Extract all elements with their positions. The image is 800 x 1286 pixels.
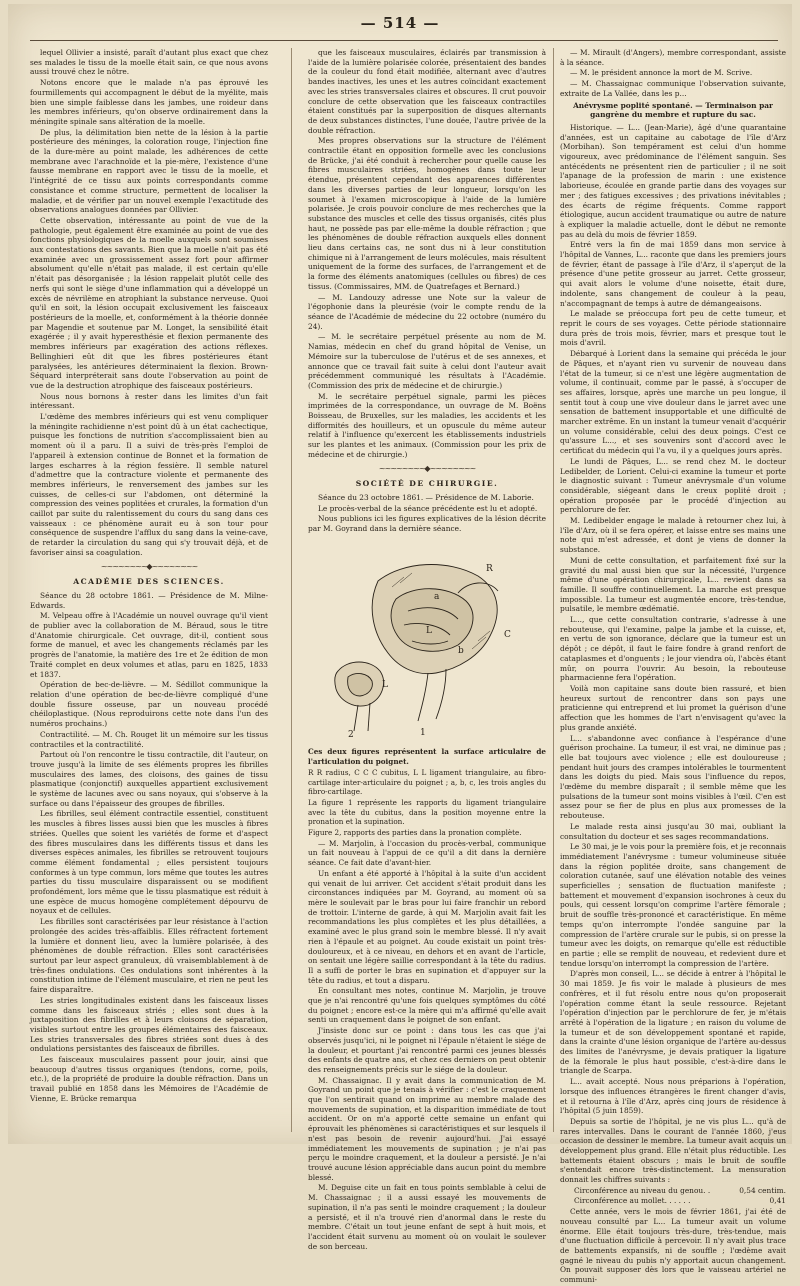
measurement-row (560, 1186, 786, 1196)
session-line: Séance du 28 octobre 1861. — Présidence de M. Milne-Edwards. (30, 590, 268, 610)
paragraph: — M. le président annonce la mort de M. Scrive. (570, 68, 753, 78)
journal-page (8, 4, 792, 1285)
paragraph: Le procès-verbal de la séance précédente est lu et adopté. (318, 503, 538, 513)
paragraph: — M. Landouzy adresse une Note sur la valeur de l'égophonie dans la pleurésie (voir le compte rendu de la séance de l'Académie de médecine du 22 octobre (numéro du 24). (308, 292, 546, 331)
figure-caption: La figure 1 représente les rapports du ligament triangulaire avec la tête du cubitus, dans la position moyenne entre la pronation et la supination. (308, 797, 546, 827)
paragraph: Le malade se préoccupa fort peu de cette tumeur, et reprit le cours de ses voyages. Cette période stationnaire dura près de trois mois, février, mars et presque tout le mois d'avril. (560, 309, 786, 348)
paragraph: — M. Chassaignac communique l'observation suivante, extraite de La Vallée, dans les p... (560, 79, 786, 98)
paragraph: Un enfant a été apporté à l'hôpital à la suite d'un accident qui venait de lui arriver. Cet accident s'était produit dans les circonstances indiquées par M. Goyrand, au moment où sa mère le soulevait par le bras pour lui faire franchir un rebord de trottoir. L'interne de garde, à qui M. Marjolin avait fait les recommandations les plus complètes et les plus détaillées, a examiné avec le plus grand soin le membre blessé. Il n'y avait rien à l'épaule et au poignet. Au coude existait un point très-douloureux, et à ce niveau, en dehors et en avant de l'article, on sentait une légère saillie correspondant à la tête du radius. Il a suffi de porter le bras en supination et d'appuyer sur la tête du radius, et tout a disparu. (308, 868, 546, 985)
paragraph: Opération de bec-de-lièvre. — M. Sédillot communique la relation d'une opération de bec-de-lièvre compliqué d'une double fissure osseuse, par un nouveau procédé chéiloplastique. (Nous reproduirons cette note dans l'un des numéros prochains.) (30, 680, 268, 729)
paragraph: L'œdème des membres inférieurs qui est venu compliquer la méningite rachidienne n'est point dû à un état cachectique, puisque les fonctions de nutrition s'accomplissaient bien au moment où il a paru. Il a suivi de très-près l'emploi de l'appareil à extension continue de Bonnet et la formation de larges escharres à la région fessière. Il semble naturel d'admettre que la contracture violente et permanente des membres inférieurs, le renversement des jambes sur les cuisses, de celles-ci sur l'abdomen, ont déterminé la compression des veines poplitées et crurales, la formation d'un caillot par suite du ralentissement du cours du sang dans ces vaisseaux : ce phénomène aurait eu à son tour pour conséquence de suspendre l'afflux du sang dans la veine-cave, de retarder la circulation du sang qui s'y trouvait déjà, et de favoriser ainsi sa coagulation. (30, 412, 268, 557)
figure-caption: R R radius, C C C cubitus, L L ligament triangulaire, au fibro-cartilage inter-articulaire du poignet ; a, b, c, les trois angles du fibro-cartilage. (308, 767, 546, 797)
paragraph: J'insiste donc sur ce point : dans tous les cas que j'ai observés jusqu'ici, ni le poignet ni l'épaule n'étaient le siége de la douleur, et pourtant j'ai rencontré parmi ces jeunes blessés des enfants de quatre ans, et chez ces derniers on peut obtenir des renseignements précis sur le siége de la douleur. (308, 1026, 546, 1074)
paragraph: Mes propres observations sur la structure de l'élément contractile étant en opposition formelle avec les conclusions de Brücke, j'ai été conduit à rechercher pour quelle cause les fibres musculaires striées, homogènes dans toute leur étendue, présentent cependant des apparences différentes dans les diverses parties de leur longueur, lorsqu'on les soumet à l'examen microscopique à l'aide de la lumière polarisée. Je crois pouvoir conclure de mes recherches que la substance des muscles et celle des tissus organisés, cités plus haut, ne possède pas par elle-même la double réfraction ; que les phénomènes de double réfraction auxquels elles donnent lieu dans certains cas, ne sont dus ni à leur constitution chimique ni à l'arrangement de leurs molécules, mais résultent uniquement de la forme des surfaces, de l'arrangement et de la forme des éléments anatomiques (cellules ou fibres) de ces tissus. (Commissaires, MM. de Quatrefages et Bernard.) (308, 136, 546, 291)
paragraph: Partout où l'on rencontre le tissu contractile, dit l'auteur, on trouve jusqu'à la limite de ses éléments propres les fibrilles musculaires des lames, des cloisons, des gaines de tissu plasmatique (conjonctif) auxquelles appartient exclusivement le système de lacunes avec ou sans noyaux, qui s'observe à la surface ou dans l'épaisseur des groupes de fibrilles. (30, 750, 268, 808)
ornament-divider: ~~~~~~~~◆~~~~~~~~ (100, 561, 198, 571)
paragraph: Notons encore que le malade n'a pas éprouvé les fourmillements qui accompagnent le début de la myélite, mais bien une simple faiblesse dans les jambes, une roideur dans les membres inférieurs, qu'on observe ordinairement dans la méningite spinale sans altération de la moelle. (30, 78, 268, 126)
paragraph: Débarqué à Lorient dans la semaine qui précéda le jour de Pâques, et n'ayant rien vu survenir de nouveau dans l'état de la tumeur, si ce n'est une légère augmentation de volume, il continuait, comme par le passé, à s'occuper de ses affaires, lorsque, après une marche un peu longue, il sentit tout à coup une vive douleur dans le jarret avec une sensation de battement insupportable et une difficulté de marcher extrême. En un instant la tumeur venait d'acquérir un volume considérable, celui des deux poings. C'est ce qu'assure L..., et ses souvenirs sont d'accord avec le certificat du médecin qui l'a vu, il y a quelques jours après. (560, 349, 786, 456)
measurement-value: 0,41 (769, 1195, 786, 1205)
paragraph: Cette année, vers le mois de février 1861, j'ai été de nouveau consulté par L... La tumeur avait un volume énorme. Elle était toujours très-dure, très-tendue, mais d'une fluctuation difficile à percevoir. Il n'y avait plus trace de battements expansifs, ni de souffle ; l'œdème avait gagné le niveau du pubis n'y apportait aucun changement. On pouvait supposer dès lors que le vaisseau artériel ne communi- (560, 1207, 786, 1285)
measurement-label: Circonférence au niveau du genou. . (574, 1185, 711, 1195)
column-divider (553, 48, 554, 1132)
paragraph: M. Velpeau offre à l'Académie un nouvel ouvrage qu'il vient de publier avec la collaboration de M. Béraud, sous le titre d'Anatomie chirurgicale. Cet ouvrage, dit-il, contient sous forme de manuel, et avec les changements réclamés par les progrès de l'anatomie, la matière des 1re et 2e édition de mon Traité complet en deux volumes et atlas, paru en 1825, 1833 et 1837. (30, 611, 268, 679)
paragraph: L... avait accepté. Nous nous préparions à l'opération, lorsque des influences étrangères le firent changer d'avis, et il retourna à l'île d'Arz, après cinq jours de résidence à l'hôpital (5 juin 1859). (560, 1077, 786, 1116)
paragraph: Nous nous bornons à rester dans les limites d'un fait intéressant. (30, 391, 268, 411)
column-1 (30, 48, 268, 1105)
paragraph: Le lundi de Pâques, L... se rend chez M. le docteur Ledibelder, de Lorient. Celui-ci examine la tumeur et porte le diagnostic suivant : Tumeur anévrysmale d'un volume considérable, siégeant dans le creux poplité droit ; opération proposée par le procédé d'injection au perchlorure de fer. (560, 456, 786, 515)
column-3 (560, 48, 786, 1286)
wrist-articulation-figure (308, 541, 546, 741)
paragraph: Entré vers la fin de mai 1859 dans mon service à l'hôpital de Vannes, L... raconte que dans les premiers jours de février, étant de passage à l'île d'Arz, il s'aperçut de la présence d'une petite grosseur au jarret. Cette grosseur, qui avait alors le volume d'une noisette, était dure, indolente, sans changement de couleur à la peau, n'accompagnant de temps à autre de démangeaisons. (560, 240, 786, 308)
column-divider (291, 48, 292, 1132)
figure-number-2: 2 (348, 729, 354, 740)
paragraph: En consultant mes notes, continue M. Marjolin, je trouve que je n'ai rencontré qu'une fois quelques symptômes du côté du poignet ; encore est-ce la mère qui m'a affirmé qu'elle avait senti un craquement dans le poignet de son enfant. (308, 986, 546, 1025)
case-title: Anévrysme poplité spontané. — Terminaison par gangrène du membre et rupture du sac. (573, 100, 773, 120)
paragraph: — M. Mirault (d'Angers), membre correspondant, assiste à la séance. (560, 48, 786, 67)
figure-label-a: a (434, 591, 440, 602)
paragraph: M. le secrétaire perpétuel signale, parmi les pièces imprimées de la correspondance, un ouvrage de M. Boëns Boisseau, de Bruxelles, sur les maladies, les accidents et les difformités des houilleurs, et un opuscule du même auteur relatif à l'influence qu'exercent les établissements industriels sur les plantes et les animaux. (Commission pour les prix de médecine et de chirurgie.) (308, 391, 546, 459)
session-line: Séance du 23 octobre 1861. — Présidence de M. Laborie. (318, 492, 534, 502)
paragraph: — M. Marjolin, à l'occasion du procès-verbal, communique un fait nouveau à l'appui de ce qu'il a dit dans la dernière séance. Ce fait date d'avant-hier. (308, 838, 546, 868)
figure-label-b: b (458, 645, 464, 656)
paragraph: Le malade resta ainsi jusqu'au 30 mai, oubliant la consultation du docteur et ses sages recommandations. (560, 821, 786, 841)
page-number: — 514 — (360, 14, 440, 32)
paragraph: Les fibrilles, seul élément contractile essentiel, constituent les muscles à fibres lisses aussi bien que les muscles à fibres striées. Quelles que soient les variétés de forme et d'aspect des fibres musculaires dans les différents tissus et dans les diverses espèces animales, les fibrilles se retrouvent toujours comme élément fondamental ; elles persistent toujours conformes à un type commun, lors même que toutes les autres parties du tissu musculaire disparaissent ou se modifient profondément, lors même que le tissu plasmatique est réduit à une espèce de mucus homogène complétement dépourvu de noyaux et de cellules. (30, 809, 268, 916)
paragraph: Depuis sa sortie de l'hôpital, je ne vis plus L... qu'à de rares intervalles. Dans le courant de l'année 1860, j'eus occasion de dessiner le membre. La tumeur avait acquis un développement plus grand. Elle n'était plus réductible. Les battements étaient obscurs ; mais le bruit de souffle s'entendait encore très-distinctement. La mensuration donnait les chiffres suivants : (560, 1116, 786, 1185)
paragraph: lequel Ollivier a insisté, paraît d'autant plus exact que chez ses malades le tissu de la moelle était sain, ce que nous avons aussi trouvé chez le nôtre. (30, 48, 268, 77)
paragraph: M. Chassaignac. Il y avait dans la communication de M. Goyrand un point que je tenais à vérifier : c'est le craquement que l'on sentirait quand on imprime au membre malade des mouvements de supination, et la disparition immédiate de tout accident. Or on m'a apporté cette semaine un enfant qui éprouvait les phénomènes si caractéristiques et sur lesquels il n'est pas besoin de revenir aujourd'hui. J'ai essayé immédiatement les mouvements de supination ; je n'ai pas perçu le moindre craquement, et la douleur a persisté. Je n'ai trouvé aucune lésion appréciable dans aucun point du membre blessé. (308, 1075, 546, 1182)
paragraph: Les fibrilles sont caractérisées par leur résistance à l'action prolongée des acides très-affaiblis. Elles réfractent fortement la lumière et donnent lieu, avec la lumière polarisée, à des phénomènes de double réfraction. Elles sont caractérisées surtout par leur aspect granuleux, dû vraisemblablement à de très-fines ondulations. Ces ondulations sont inhérentes à la constitution intime de l'élément musculaire, et rien ne peut les faire disparaître. (30, 917, 268, 995)
measurement-label: Circonférence au mollet. . . . . . (574, 1195, 691, 1205)
figure-caption-title: Ces deux figures représentent la surface articulaire de l'articulation du poignet. (308, 747, 546, 767)
paragraph: — M. le secrétaire perpétuel présente au nom de M. Namias, médecin en chef du grand hôpital de Venise, un Mémoire sur la tuberculose de l'utérus et de ses annexes, et annonce que ce travail fait suite à celui dont l'auteur avait précédemment communiqué les résultats à l'Académie. (Commission des prix de médecine et de chirurgie.) (308, 332, 546, 390)
paragraph: De plus, la délimitation bien nette de la lésion à la partie postérieure des méninges, la coloration rouge, l'injection fine de la dure-mère au point malade, les adhérences de cette membrane avec l'arachnoïde et la pie-mère, l'existence d'une fausse membrane en rapport avec le tissu de la moelle, et l'intégrité de ce tissu aux points correspondants comme consistance et comme structure, permettent de localiser la maladie, et de vérifier par un nouvel exemple l'exactitude des observations analogues données par Ollivier. (30, 127, 268, 215)
paragraph: Voilà mon capitaine sans doute bien rassuré, et bien heureux surtout de rencontrer dans son pays une praticienne qui entreprend et lui promet la guérison d'une affection que les hommes de l'art n'envisagent qu'avec la plus grande anxiété. (560, 684, 786, 732)
paragraph: Les faisceaux musculaires passent pour jouir, ainsi que beaucoup d'autres tissus organiques (tendons, corne, poils, etc.), de la propriété de produire la double réfraction. Dans un travail publié en 1858 dans les Mémoires de l'Académie de Vienne, E. Brücke remarqua (30, 1055, 268, 1103)
figure-caption: Figure 2, rapports des parties dans la pronation complète. (308, 828, 522, 838)
measurement-value: 0,54 centim. (739, 1185, 786, 1195)
paragraph: Les stries longitudinales existent dans les faisceaux lisses comme dans les faisceaux striés ; elles sont dues à la juxtaposition des fibrilles et à leurs cloisons de séparation, visibles surtout entre les groupes élémentaires des faisceaux. Les stries transversales des fibres striées sont dues à des ondulations persistantes des faisceaux de fibrilles. (30, 995, 268, 1054)
figure-label-r: R (486, 563, 493, 574)
figure-label-l: L (426, 625, 432, 636)
paragraph: Le 30 mai, je le vois pour la première fois, et je reconnais immédiatement l'anévrysme : tumeur volumineuse située dans la région poplitée droite, sans changement de coloration cutanée, sauf une élévation notable des veines superficielles ; sensation de fluctuation manifeste ; battement et mouvement d'expansion isochrones à ceux du pouls, qui cessent lorsqu'on comprime l'artère fémorale ; bruit de souffle très-prononcé et caractéristique. En même temps qu'on interrompte l'ondée sanguine par la compression de l'artère crurale sur le pubis, si on presse la tumeur avec les doigts, on remarque qu'elle est réductible en partie ; elle se remplit de nouveau, et redevient dure et tendue lorsqu'on interrompt la compression de l'artère. (560, 842, 786, 968)
header-rule (30, 40, 778, 41)
figure-number-1: 1 (420, 727, 426, 738)
paragraph: Nous publions ici les figures explicatives de la lésion décrite par M. Goyrand dans la dernière séance. (308, 514, 546, 534)
ornament-divider: ~~~~~~~~◆~~~~~~~~ (378, 463, 476, 473)
paragraph: M. Deguise cite un fait en tous points semblable à celui de M. Chassaignac ; il a aussi essayé les mouvements de supination, il n'a pas senti le moindre craquement ; la douleur a persisté, et il n'a trouvé rien d'anormal dans le reste du membre. C'était un tout jeune enfant de sept à huit mois, et l'accident était survenu au moment où on voulait le soulever de son berceau. (308, 1183, 546, 1251)
paragraph: Muni de cette consultation, et parfaitement fixé sur la gravité du mal aussi bien que sur la nécessité, l'urgence même d'une opération chirurgicale, L... revient dans sa famille. Il souffre continuellement. La marche est presque impossible. La tumeur est augmentée encore, très-tendue, pulsatile, le membre œdématié. (560, 555, 786, 614)
column-2 (308, 48, 546, 1252)
figure-label-l-2: L (382, 679, 388, 690)
paragraph: que les faisceaux musculaires, éclairés par transmission à l'aide de la lumière polarisée colorée, présentaient des bandes de la couleur du fond était modifiée, alternant avec d'autres bandes inactives, les unes et les autres coïncidant exactement avec les stries transversales claires et obscures. Il crut pouvoir conclure de cette observation que les faisceaux contractiles étaient constitués par la superposition de disques alternants de deux substances distinctes, l'une douée, l'autre privée de la double réfraction. (308, 48, 546, 135)
paragraph: Cette observation, intéressante au point de vue de la pathologie, peut également être examinée au point de vue des fonctions physiologiques de la moelle auxquels sont soumises aux contestations des savants. Bien que la moelle n'ait pas été examinée avec un grossissement assez fort pour affirmer absolument qu'elle n'était pas malade, il est certain qu'elle n'était pas désorganisée ; la lésion rappelait plutôt celle des nerfs qui sont le siège d'une inflammation qui a développé un excès de névrilème en atrophiant la substance nerveuse. Quoi qu'il en soit, la lésion occupait exclusivement les faisceaux postérieurs de la moelle, et, conformément à la théorie donnée par Magendie et soutenue par M. Longet, la sensibilité était exagérée ; il y avait hyperesthésie et flexion permanente des membres inférieurs par exagération des actions réflexes. Bellinghieri eût dit que les fibres postérieures étant paralysées, les antérieures déterminaient la flexion. Brown-Séquard interpréterait sans doute l'observation au point de vue de la destruction atrophique des faisceaux postérieurs. (30, 215, 268, 390)
paragraph: L..., que cette consultation contrarie, s'adresse à une rebouteuse, qui l'examine, palpe la jambe et la cuisse, et, en vertu de son ignorance, déclare que la tumeur est un dépôt ; ce dépôt, il faut le faire fondre à grand renfort de cataplasmes et d'onguents ; le jour viendra où, l'abcès étant mûr, on pourra l'ouvrir. Au besoin, la rebouteuse pharmacienne fera l'opération. (560, 615, 786, 683)
paragraph: Historique. — L... (Jean-Marie), âgé d'une quarantaine d'années, est un capitaine au cabotage de l'île d'Arz (Morbihan). Son tempérament est celui d'un homme vigoureux, avec prédominance de l'élément sanguin. Ses antécédents ne présentent rien de particulier ; il ne soit l'apanage de la profession de marin : une existence laborieuse, écoulée en grande partie dans des voyages sur mer ; des fatigues excessives ; des privations inévitables ; des écarts de régime fréquents. Comme rapport étiologique, aucun accident traumatique ou autre de nature à expliquer la maladie actuelle, dont le début ne remonte pas au delà du mois de février 1859. (560, 122, 786, 239)
paragraph: Contractilité. — M. Ch. Rouget lit un mémoire sur les tissus contractiles et la contractilité. (30, 729, 268, 749)
paragraph: L... s'abandonne avec confiance à l'espérance d'une guérison prochaine. La tumeur, il est vrai, ne diminue pas ; elle bat toujours avec violence ; elle est douloureuse ; pendant huit jours des crampes intolérables le tourmentent dans les doigts du pied. Mais sous l'influence du repos, l'œdème du membre disparaît ; il semble même que les pulsations de la tumeur sont moins visibles à l'œil. C'en est assez pour se fier de plus en plus aux promesses de la rebouteuse. (560, 733, 786, 821)
section-title: SOCIÉTÉ DE CHIRURGIE. (355, 479, 499, 489)
paragraph: M. Ledibelder engage le malade à retourner chez lui, à l'île d'Arz, où il se fera opérer, et laisse entre ses mains une note qui m'est adressée, et dont je viens de donner la substance. (560, 516, 786, 555)
paragraph: D'après mon conseil, L... se décide à entrer à l'hôpital le 30 mai 1859. Je fis voir le malade à plusieurs de mes confrères, et il fut résolu entre nous qu'on proposerait l'opération comme étant la seule ressource. Rejetant l'opération d'injection par le perchlorure de fer, je m'étais arrêté à l'opération de la ligature ; en raison du volume de la tumeur et de son développement spontané et rapide, dans la crainte d'une lésion organique de l'artère au-dessus des limites de l'anévrysme, je devais pratiquer la ligature de la fémorale le plus haut possible, c'est-à-dire dans le triangle de Scarpa. (560, 969, 786, 1076)
section-title: ACADÉMIE DES SCIENCES. (73, 577, 225, 587)
figure-label-c: C (504, 629, 511, 640)
measurement-row (560, 1196, 786, 1206)
